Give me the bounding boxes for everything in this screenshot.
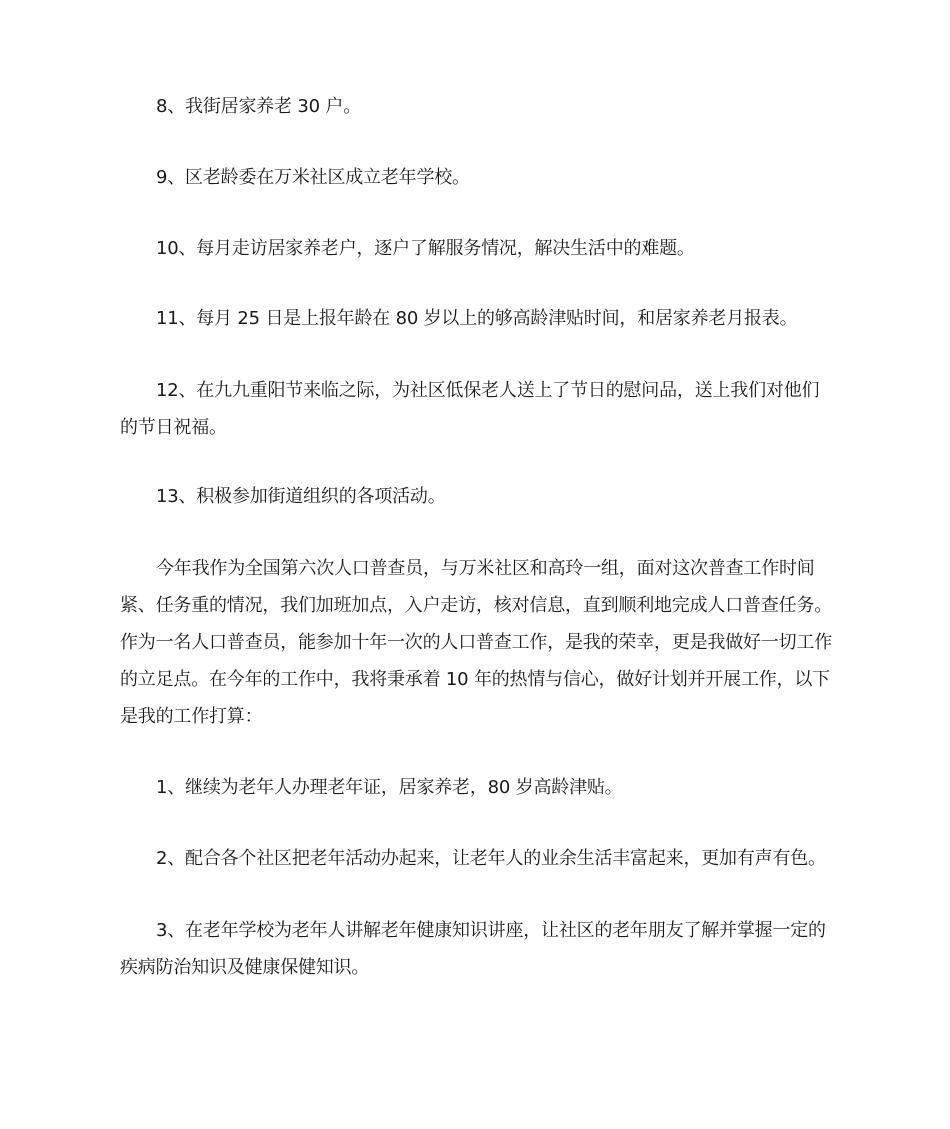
plan-item-2: 2、配合各个社区把老年活动办起来，让老年人的业余生活丰富起来，更加有声有色。 <box>156 848 826 869</box>
plan-item-3: 3、在老年学校为老年人讲解老年健康知识讲座，让社区的老年朋友了解并掌握一定的疾病防治知识及健康保健知识。 <box>120 920 826 978</box>
plan-item-1: 1、继续为老年人办理老年证，居家养老，80 岁高龄津贴。 <box>156 777 623 798</box>
paragraph-item-8: 8、我街居家养老 30 户。 <box>156 96 361 117</box>
paragraph-item-13: 13、积极参加街道组织的各项活动。 <box>156 486 446 507</box>
paragraph-item-9: 9、区老龄委在万米社区成立老年学校。 <box>156 167 470 188</box>
paragraph-item-11: 11、每月 25 日是上报年龄在 80 岁以上的够高龄津贴时间，和居家养老月报表。 <box>156 308 798 329</box>
paragraph-census-summary: 今年我作为全国第六次人口普查员，与万米社区和高玲一组，面对这次普查工作时间紧、任务重的情况，我们加班加点，入户走访，核对信息，直到顺利地完成人口普查任务。作为一名人口普查员，能参加十年一次的人口普查工作，是我的荣幸，更是我做好一切工作的立足点。在今年的工作中，我将秉承着 10 年的热情与信心，做好计划并开展工作，以下是我的工作打算： <box>120 558 832 727</box>
paragraph-item-12: 12、在九九重阳节来临之际，为社区低保老人送上了节日的慰问品，送上我们对他们的节日祝福。 <box>120 380 820 438</box>
paragraph-item-10: 10、每月走访居家养老户，逐户了解服务情况，解决生活中的难题。 <box>156 238 695 259</box>
